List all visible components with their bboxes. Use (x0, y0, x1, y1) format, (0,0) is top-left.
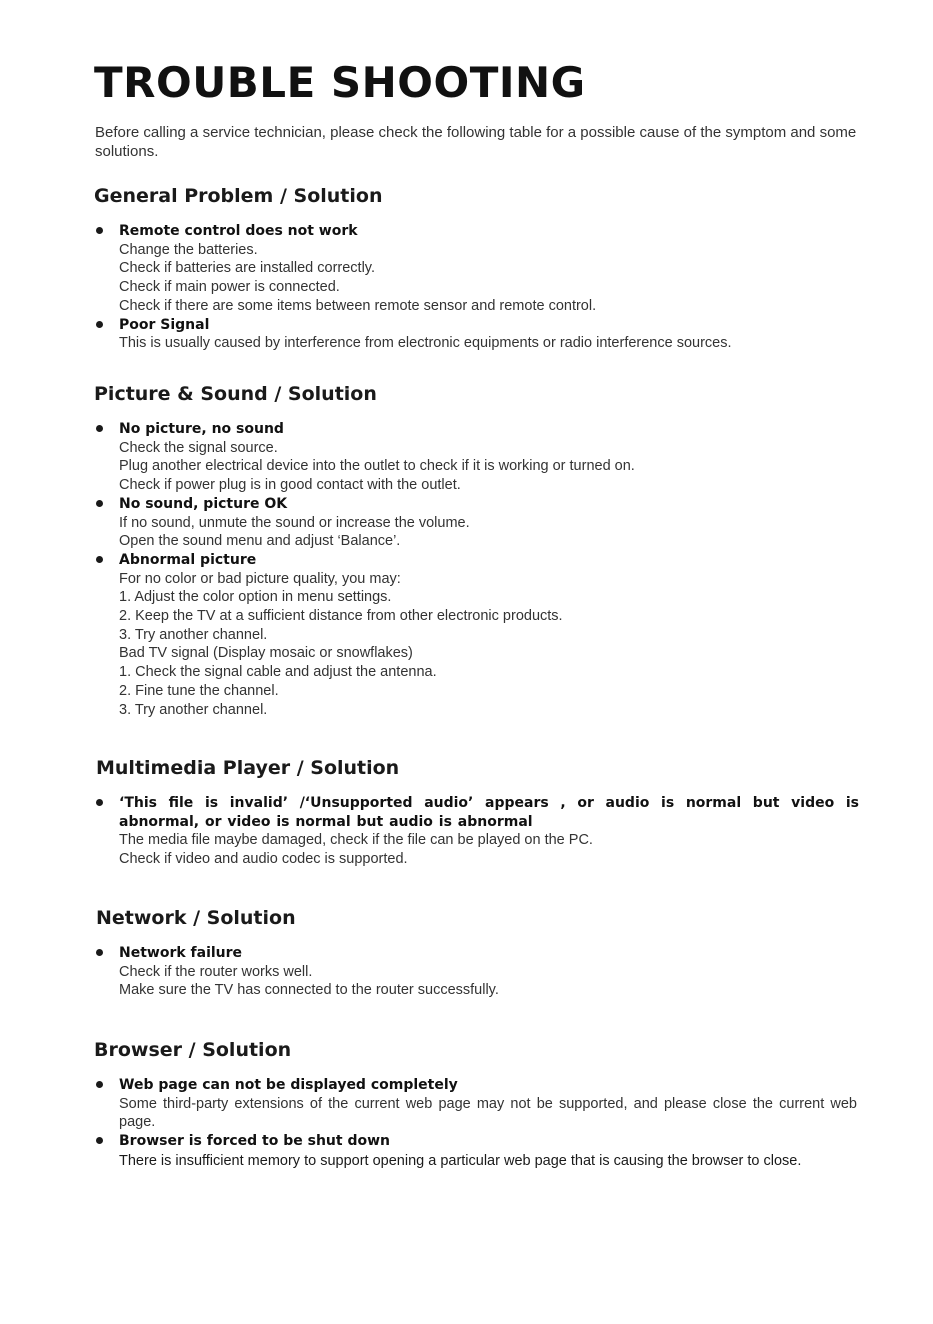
bullet-icon (96, 321, 103, 328)
page-title: TROUBLE SHOOTING (94, 58, 586, 107)
list-item (0, 495, 933, 551)
bullet-icon (96, 799, 103, 806)
list-item (0, 794, 933, 869)
solution-line: For no color or bad picture quality, you may: (119, 570, 401, 587)
solution-line: Change the batteries. (119, 241, 258, 258)
solution-line: Check if power plug is in good contact with the outlet. (119, 477, 461, 494)
section-multimedia-player (0, 756, 933, 869)
solution-line: Check the signal source. (119, 439, 278, 456)
solution-line: Check if the router works well. (119, 963, 313, 980)
solution-line: Check if main power is connected. (119, 279, 340, 296)
bullet-icon (96, 949, 103, 956)
section-heading: General Problem / Solution (94, 185, 383, 207)
solution-line: Check if there are some items between remote sensor and remote control. (119, 297, 597, 314)
item-title: Remote control does not work (119, 223, 358, 239)
list-item (0, 1132, 933, 1171)
bullet-icon (96, 500, 103, 507)
list-item (0, 316, 933, 353)
solution-line: 1. Check the signal cable and adjust the antenna. (119, 664, 437, 681)
solution-line: Check if batteries are installed correctly. (119, 260, 376, 277)
item-title: Browser is forced to be shut down (119, 1133, 390, 1150)
section-heading: Picture & Sound / Solution (94, 383, 377, 405)
solution-line: Open the sound menu and adjust ‘Balance’. (119, 533, 401, 550)
item-title: Poor Signal (119, 316, 210, 333)
section-network (0, 906, 933, 1000)
section-heading: Multimedia Player / Solution (96, 757, 400, 779)
list-item (0, 222, 933, 316)
list-item (0, 944, 933, 1000)
solution-line: Make sure the TV has connected to the router successfully. (119, 982, 499, 999)
solution-line: Bad TV signal (Display mosaic or snowflakes) (119, 645, 413, 662)
list-item (0, 1076, 933, 1132)
item-title: ‘This file is invalid’ /‘Unsupported audio’ appears , or audio is normal but video is abnormal, or video is normal but audio is abnormal (119, 795, 859, 830)
solution-line: The media file maybe damaged, check if the file can be played on the PC. (119, 832, 593, 849)
bullet-icon (96, 425, 103, 432)
solution-line: 3. Try another channel. (119, 701, 268, 718)
item-title: Abnormal picture (119, 551, 257, 568)
item-title: Web page can not be displayed completely (119, 1077, 458, 1093)
section-browser (0, 1038, 933, 1171)
solution-line: If no sound, unmute the sound or increase the volume. (119, 514, 470, 531)
solution-line: 2. Keep the TV at a sufficient distance from other electronic products. (119, 608, 563, 625)
list-item (0, 551, 933, 719)
section-picture-sound (0, 382, 933, 719)
section-heading: Browser / Solution (94, 1039, 292, 1061)
item-title: No sound, picture OK (119, 495, 288, 512)
solution-line: Check if video and audio codec is supported. (119, 851, 408, 868)
solution-line: 3. Try another channel. (119, 626, 268, 643)
section-general-problem (0, 184, 933, 353)
solution-line: There is insufficient memory to support opening a particular web page that is causing the browser to close. (119, 1152, 802, 1169)
item-title: No picture, no sound (119, 421, 284, 437)
solution-line: 2. Fine tune the channel. (119, 682, 279, 699)
bullet-icon (96, 1081, 103, 1088)
solution-line: This is usually caused by interference from electronic equipments or radio interference sources. (119, 335, 732, 352)
solution-line: Some third-party extensions of the current web page may not be supported, and please close the current web page. (119, 1095, 857, 1131)
item-title: Network failure (119, 945, 243, 961)
solution-line: 1. Adjust the color option in menu settings. (119, 589, 392, 606)
solution-line: Plug another electrical device into the outlet to check if it is working or turned on. (119, 458, 635, 475)
bullet-icon (96, 1137, 103, 1144)
intro-paragraph: Before calling a service technician, please check the following table for a possible cause of the symptom and some solutions. (95, 124, 857, 160)
bullet-icon (96, 227, 103, 234)
bullet-icon (96, 556, 103, 563)
section-heading: Network / Solution (96, 907, 296, 929)
list-item (0, 420, 933, 495)
